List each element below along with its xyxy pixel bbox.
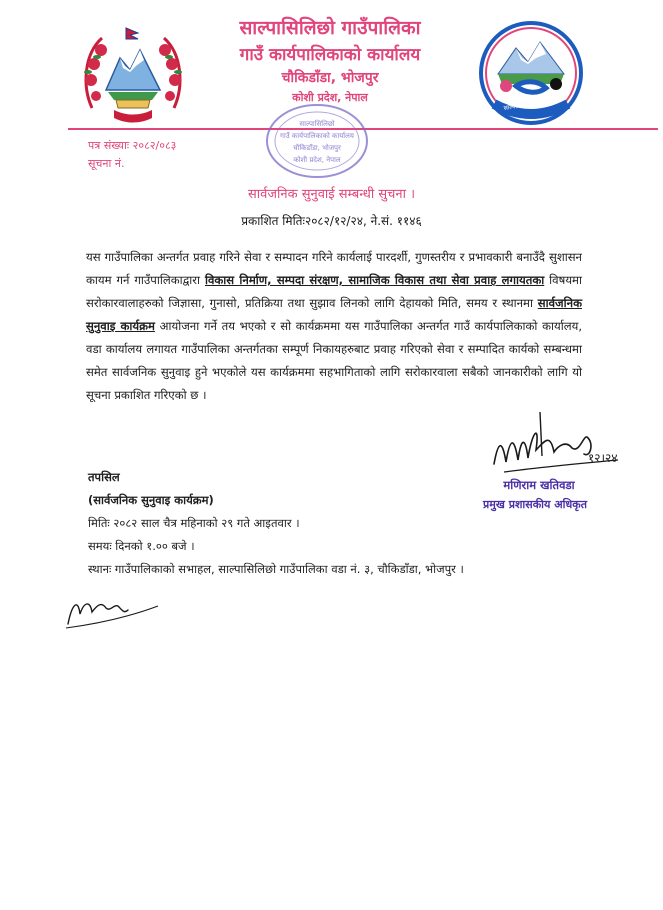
signatory-name: मणिराम खतिवडा (503, 478, 575, 492)
municipality-logo-text: साल्पासिलिछो गाउँपालिका (503, 97, 561, 112)
stamp-line-3: चौकिडाँडा, भोजपुर (293, 144, 341, 152)
body-text-1: यस गाउँपालिका अन्तर्गत प्रवाह गरिने सेवा र सम्पादन गरिने कार्यलाई पारदर्शी, गुणस्तरीय र प्रभावकारी बनाउँदै सुशासन कायम गर्न गाउँपालिकाद्वारा (86, 250, 582, 287)
details-date: मितिः २०८२ साल चैत्र महिनाको २९ गते आइतवार । (88, 516, 300, 530)
office-name: गाउँ कार्यपालिकाको कार्यालय (239, 45, 421, 65)
details-heading: तपसिल (88, 470, 120, 484)
published-date: प्रकाशित मितिः२०८२/१२/२४, ने.सं. ११४६ (241, 214, 422, 228)
stamp-line-4: कोशी प्रदेश, नेपाल (293, 156, 341, 164)
body-underlined-topics: विकास निर्माण, सम्पदा संरक्षण, सामाजिक विकास तथा सेवा प्रवाह लगायतका (204, 273, 545, 287)
letter-number: पत्र संख्याः २०८२/०८३ (88, 139, 177, 152)
notice-subject: सार्वजनिक सुनुवाई सम्बन्धी सुचना । (247, 187, 416, 202)
handwritten-date: १२।२४ (588, 451, 618, 465)
stamp-line-1: साल्पासिलिछो (299, 120, 335, 128)
org-name: साल्पासिलिछो गाउँपालिका (239, 17, 421, 39)
nepal-emblem-logo (78, 20, 188, 130)
details-place: स्थानः गाउँपालिकाको सभाहल, साल्पासिलिछो गाउँपालिका वडा नं. ३, चौकिडाँडा, भोजपुर । (88, 562, 464, 576)
notice-number: सूचना नं. (88, 157, 125, 170)
body-text-3: आयोजना गर्ने तय भएको र सो कार्यक्रममा यस गाउँपालिका अन्तर्गत गाउँ कार्यपालिकाको कार्यालय, वडा कार्यालय लगायत गाउँपालिका अन्तर्गतका सम्पूर्ण निकायहरुबाट प्रवाह गरिएको सेवा र सम्पादित कार्यको सम्बन्धमा समेत सार्वजनिक सुनुवाइ हुने भएकोले यस कार्यक्रममा सहभागिताको लागि सरोकारवाला सबैको जानकारीको लागि यो सूचना प्रकाशित गरिएको छ । (86, 319, 583, 402)
notice-body (86, 246, 582, 407)
municipality-logo (476, 18, 586, 128)
office-location: चौकिडाँडा, भोजपुर (281, 70, 379, 86)
details-time: समयः दिनको १.०० बजे । (88, 539, 195, 553)
officer-signature (484, 402, 624, 484)
details-program: (सार्वजनिक सुनुवाइ कार्यक्रम) (88, 493, 214, 507)
stamp-line-2: गाउँ कार्यपालिकाको कार्यालय (280, 132, 354, 140)
province-name: कोशी प्रदेश, नेपाल (292, 91, 368, 104)
signatory-title: प्रमुख प्रशासकीय अधिकृत (483, 498, 587, 511)
office-stamp (262, 100, 372, 182)
body-underlined-program: सार्वजनिक सुनुवाइ कार्यक्रम (86, 296, 582, 333)
initials-signature (62, 584, 162, 634)
body-text-2: विषयमा सरोकारवालाहरुको जिज्ञासा, गुनासो, प्रतिक्रिया तथा सुझाव लिनको लागि देहायको मिति, समय र स्थानमा (86, 273, 582, 310)
